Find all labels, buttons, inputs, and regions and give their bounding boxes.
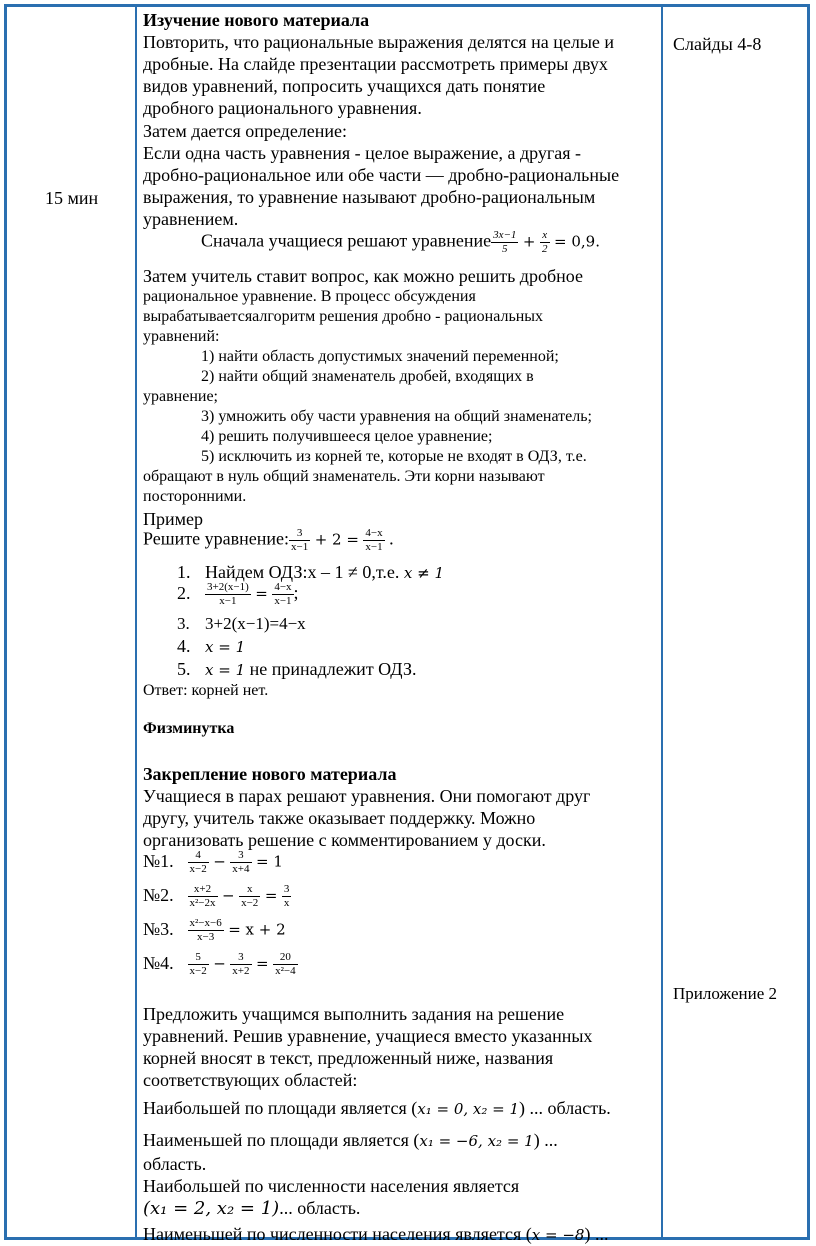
slides-label: Слайды 4-8 <box>673 34 762 54</box>
consolidation-text: другу, учитель также оказывает поддержку. Можно <box>143 808 536 828</box>
example-equation: Решите уравнение: $\frac{3}{x-1}$ + 2 = $\frac{4-x}{x-1}$ . <box>143 527 394 553</box>
first-equation-line: Сначала учащиеся решают уравнение $\frac{3x-1}{5}$ + $\frac{x}{2}$ = 0,9. <box>201 229 600 255</box>
definition-text: Если одна часть уравнения - целое выражение, а другая - <box>143 143 582 163</box>
content-column <box>143 7 661 1244</box>
physical-break-heading: Физминутка <box>143 720 235 737</box>
discussion-text: вырабатываетсяалгоритм решения дробно - рациональных <box>143 308 544 325</box>
column-divider <box>135 7 137 1237</box>
task-text: соответствующих областей: <box>143 1070 358 1090</box>
exercise-4: №4. $\frac{5}{x-2}$ − $\frac{3}{x+2}$ = $\frac{20}{\text{x²−4}}$ <box>143 951 296 977</box>
fraction: $\frac{3}{x+4}$ <box>232 849 250 875</box>
first-equation-text: Сначала учащиеся решают уравнение <box>201 230 492 251</box>
algorithm-step: посторонними. <box>143 488 247 505</box>
fraction: $\frac{4-x}{x-1}$ <box>365 527 383 553</box>
study-text: дробные. На слайде презентации рассмотреть примеры двух <box>143 54 608 74</box>
study-heading: Изучение нового материала <box>143 10 370 30</box>
task-largest-area: Наибольшей по площади является (x₁ = 0, x₂ = 1) ... область. <box>143 1098 611 1118</box>
consolidation-text: Учащиеся в парах решают уравнения. Они помогают друг <box>143 786 591 806</box>
discussion-text: уравнений: <box>143 328 220 345</box>
fraction: $\frac{3}{x}$ <box>283 883 290 909</box>
definition-text: дробно-рациональное или обе части — дробно-рациональные <box>143 165 620 185</box>
task-smallest-area: Наименьшей по площади является (x₁ = −6, x₂ = 1) ... <box>143 1130 558 1150</box>
example-title: Пример <box>143 509 204 529</box>
example-step: 4. x = 1 <box>177 636 246 656</box>
algorithm-step: 3) умножить обу части уравнения на общий знаменатель; <box>201 408 592 425</box>
algorithm-step: обращают в нуль общий знаменатель. Эти корни называют <box>143 468 545 485</box>
column-divider <box>661 7 663 1237</box>
algorithm-step: 1) найти область допустимых значений переменной; <box>201 348 559 365</box>
fraction: $\frac{x}{x-2}$ <box>241 883 259 909</box>
algorithm-step: 4) решить получившееся целое уравнение; <box>201 428 493 445</box>
exercise-2: №2. $\frac{x+2}{\text{x²−2x}}$ − $\frac{x}{x-2}$ = $\frac{3}{x}$ <box>143 883 290 909</box>
example-step: 1. Найдем ОДЗ:x – 1 ≠ 0,т.е. x ≠ 1 <box>177 562 444 582</box>
task-text: корней вносят в текст, предложенный ниже, названия <box>143 1048 554 1068</box>
fraction: $\frac{20}{\text{x²−4}}$ <box>275 951 296 977</box>
definition-intro: Затем дается определение: <box>143 121 348 141</box>
fraction: $\frac{\text{x²−x−6}}{x-3}$ <box>189 917 222 943</box>
discussion-text: Затем учитель ставит вопрос, как можно решить дробное <box>143 266 583 286</box>
discussion-text: рациональное уравнение. В процесс обсуждения <box>143 288 476 305</box>
resources-column <box>667 7 807 1237</box>
algorithm-step: 2) найти общий знаменатель дробей, входящих в <box>201 368 534 385</box>
example-step: 3. 3+2(x−1)=4−x <box>177 614 306 633</box>
study-text: дробного рационального уравнения. <box>143 98 422 118</box>
exercise-3: №3. $\frac{\text{x²−x−6}}{x-3}$ = x + 2 <box>143 917 286 943</box>
fraction: $\frac{3x-1}{5}$ <box>493 229 517 255</box>
fraction: $\frac{3}{x-1}$ <box>290 527 309 553</box>
consolidation-text: организовать решение с комментированием у доски. <box>143 830 546 850</box>
example-answer: Ответ: корней нет. <box>143 682 269 699</box>
time-column <box>7 7 135 1237</box>
fraction: $\frac{3}{x+2}$ <box>232 951 250 977</box>
task-smallest-area-cont: область. <box>143 1154 207 1174</box>
fraction: $\frac{5}{x-2}$ <box>189 951 207 977</box>
task-text: Предложить учащимся выполнить задания на решение <box>143 1004 565 1024</box>
exercise-1: №1. $\frac{4}{x-2}$ − $\frac{3}{x+4}$ = 1 <box>143 849 283 875</box>
task-smallest-population: Наименьшей по численности населения является (x = −8) ... <box>143 1224 609 1244</box>
fraction: $\frac{x}{2}$ <box>542 229 548 255</box>
task-largest-population-cont: (x₁ = 2, x₂ = 1)... область. <box>143 1198 361 1219</box>
fraction: $\frac{4-x}{x-1}$ <box>274 581 292 607</box>
fraction: $\frac{4}{x-2}$ <box>189 849 207 875</box>
fraction: $\frac{3+2(x-1)}{x-1}$ <box>207 581 249 607</box>
fraction: $\frac{x+2}{\text{x²−2x}}$ <box>189 883 216 909</box>
time-label: 15 мин <box>45 188 99 208</box>
example-step: 5. x = 1 не принадлежит ОДЗ. <box>177 659 417 679</box>
appendix-label: Приложение 2 <box>673 984 777 1003</box>
study-text: Повторить, что рациональные выражения делятся на целые и <box>143 32 615 52</box>
study-text: видов уравнений, попросить учащихся дать понятие <box>143 76 546 96</box>
algorithm-step: уравнение; <box>143 388 218 405</box>
example-step: 2. $\frac{3+2(x-1)}{x-1}$ = $\frac{4-x}{x-1}$ ; <box>177 581 299 607</box>
lesson-table <box>4 4 810 1244</box>
consolidation-heading: Закрепление нового материала <box>143 764 397 784</box>
task-largest-population: Наибольшей по численности населения является <box>143 1176 520 1196</box>
task-text: уравнений. Решив уравнение, учащиеся вместо указанных <box>143 1026 593 1046</box>
definition-text: уравнением. <box>143 209 239 229</box>
definition-text: выражения, то уравнение называют дробно-рациональным <box>143 187 596 207</box>
algorithm-step: 5) исключить из корней те, которые не входят в ОДЗ, т.е. <box>201 448 587 465</box>
